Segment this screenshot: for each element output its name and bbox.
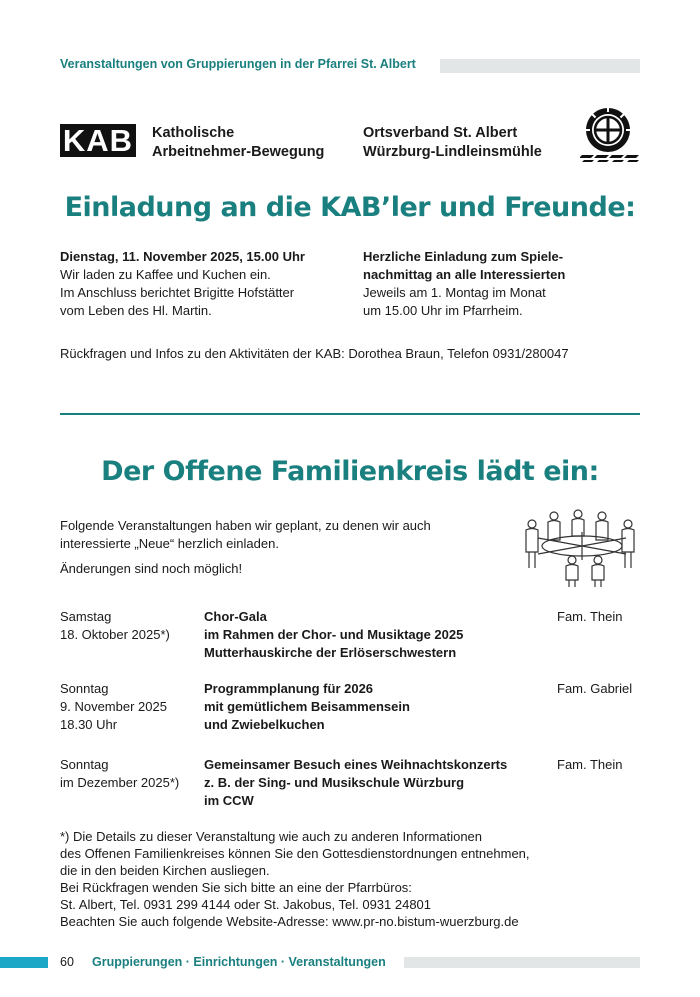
- familienkreis-title: Der Offene Familienkreis lädt ein:: [101, 456, 599, 487]
- kab-name: [152, 124, 324, 162]
- footnote-line: Bei Rückfragen wenden Sie sich bitte an eine der Pfarrbüros:: [60, 880, 412, 895]
- kab-contact: Rückfragen und Infos zu den Aktivitäten der KAB: Dorothea Braun, Telefon 0931/280047: [60, 346, 569, 361]
- kab-name-line-1: Katholische: [152, 125, 235, 141]
- footnote-line: des Offenen Familienkreises können Sie den Gottesdienstordnungen entnehmen,: [60, 846, 530, 861]
- event-description: [204, 680, 554, 734]
- kab-event-right: [363, 248, 653, 320]
- intro-line: interessierte „Neue“ herzlich einladen.: [60, 536, 279, 551]
- section-divider: [60, 413, 640, 415]
- footnote-line: *) Die Details zu dieser Veranstaltung wie auch zu anderen Informationen: [60, 829, 483, 844]
- kab-invitation-title: Einladung an die KAB’ler und Freunde:: [64, 192, 636, 223]
- event-line: z. B. der Sing- und Musikschule Würzburg: [204, 775, 465, 790]
- family-circle-icon: [518, 508, 648, 588]
- header-bar: [440, 59, 640, 73]
- event-host: Fam. Thein: [557, 609, 623, 624]
- footnote-line: St. Albert, Tel. 0931 299 4144 oder St. Jakobus, Tel. 0931 24801: [60, 897, 432, 912]
- event-line: Mutterhauskirche der Erlöserschwestern: [204, 645, 457, 660]
- event-host: Fam. Gabriel: [557, 681, 633, 696]
- event-date-line: Sonntag: [60, 757, 109, 772]
- kab-logo: KAB: [60, 124, 136, 157]
- event-line: und Zwiebelkuchen: [204, 717, 325, 732]
- kab-event-left-line: Im Anschluss berichtet Brigitte Hofstätter: [60, 285, 295, 300]
- kab-event-left-heading: Dienstag, 11. November 2025, 15.00 Uhr: [60, 249, 305, 264]
- event-date-line: im Dezember 2025*): [60, 775, 180, 790]
- intro-line: Folgende Veranstaltungen haben wir geplant, zu denen wir auch: [60, 518, 431, 533]
- event-date: [60, 756, 200, 792]
- kab-event-left-line: vom Leben des Hl. Martin.: [60, 303, 212, 318]
- kab-event-left-line: Wir laden zu Kaffee und Kuchen ein.: [60, 267, 271, 282]
- event-date: [60, 680, 200, 734]
- event-date-line: 9. November 2025: [60, 699, 167, 714]
- event-date: [60, 608, 200, 644]
- event-description: [204, 608, 554, 662]
- kab-event-left: [60, 248, 350, 320]
- event-date-line: 18.30 Uhr: [60, 717, 118, 732]
- event-line: Gemeinsamer Besuch eines Weihnachtskonzerts: [204, 757, 508, 772]
- event-line: im CCW: [204, 793, 254, 808]
- event-host: Fam. Thein: [557, 757, 623, 772]
- page-number: 60: [60, 955, 74, 969]
- event-line: Chor-Gala: [204, 609, 267, 624]
- kab-event-right-heading: nachmittag an alle Interessierten: [363, 267, 566, 282]
- event-line: mit gemütlichem Beisammensein: [204, 699, 410, 714]
- kab-event-right-line: Jeweils am 1. Montag im Monat: [363, 285, 546, 300]
- page-header-title: Veranstaltungen von Gruppierungen in der Pfarrei St. Albert: [60, 57, 416, 71]
- event-description: [204, 756, 554, 810]
- event-line: im Rahmen der Chor- und Musiktage 2025: [204, 627, 464, 642]
- ortsverband-line-1: Ortsverband St. Albert: [363, 125, 518, 141]
- kab-emblem-icon: [580, 104, 646, 164]
- changes-note: Änderungen sind noch möglich!: [60, 561, 243, 576]
- event-date-line: Sonntag: [60, 681, 109, 696]
- familienkreis-intro: [60, 517, 500, 553]
- footnote-line: Beachten Sie auch folgende Website-Adresse: www.pr-no.bistum-wuerzburg.de: [60, 914, 519, 929]
- footnote-line: die in den beiden Kirchen ausliegen.: [60, 863, 270, 878]
- event-date-line: 18. Oktober 2025*): [60, 627, 170, 642]
- footer-section-title: Gruppierungen · Einrichtungen · Veranstaltungen: [92, 955, 386, 969]
- kab-event-right-heading: Herzliche Einladung zum Spiele-: [363, 249, 564, 264]
- footer-bar: [404, 957, 640, 968]
- footnote: [60, 828, 620, 930]
- event-line: Programmplanung für 2026: [204, 681, 374, 696]
- event-date-line: Samstag: [60, 609, 112, 624]
- kab-name-line-2: Arbeitnehmer-Bewegung: [152, 144, 325, 160]
- ortsverband-line-2: Würzburg-Lindleinsmühle: [363, 144, 542, 160]
- ortsverband: [363, 124, 542, 162]
- footer-accent-bar: [0, 957, 48, 968]
- kab-event-right-line: um 15.00 Uhr im Pfarrheim.: [363, 303, 523, 318]
